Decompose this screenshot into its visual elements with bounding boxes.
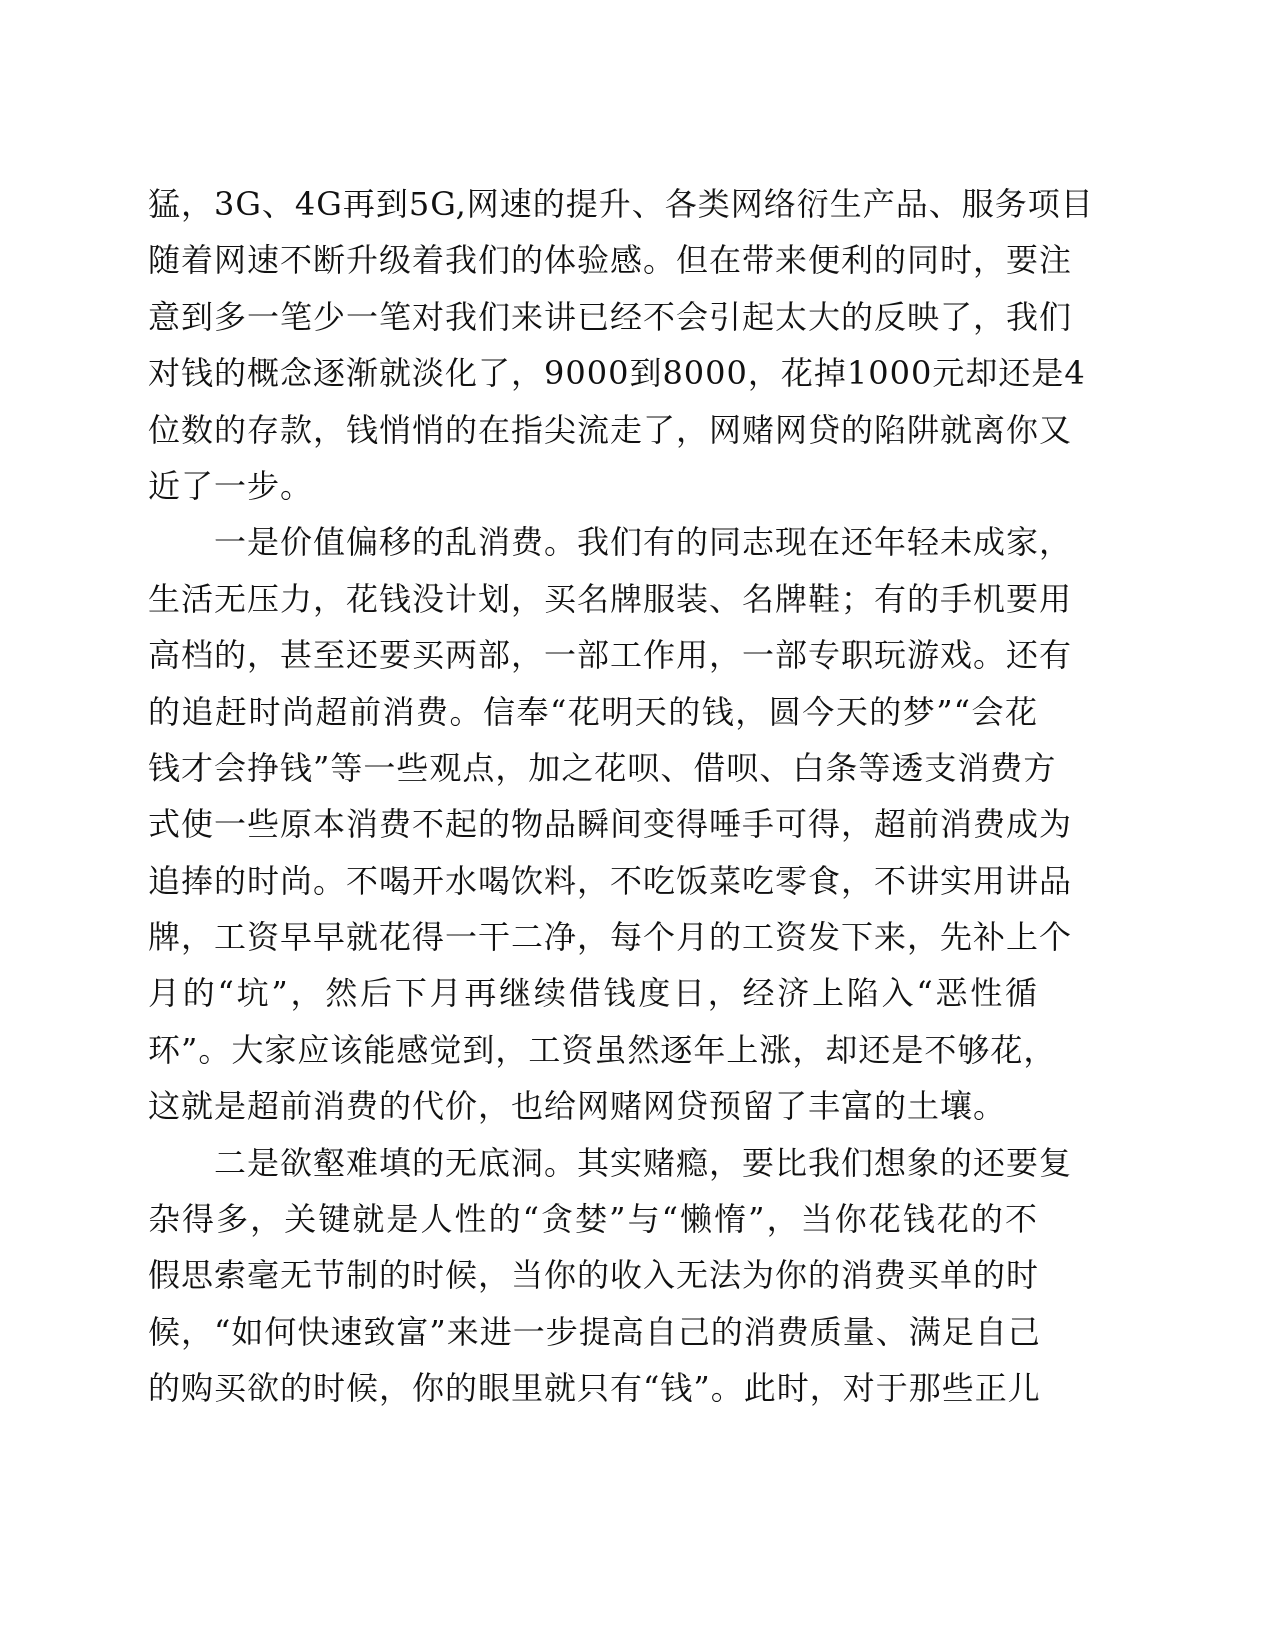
text-line: 追捧的时尚。不喝开水喝饮料，不吃饭菜吃零食，不讲实用讲品: [148, 861, 1073, 900]
text-line: 近了一步。: [148, 466, 314, 505]
text-line: 这就是超前消费的代价，也给网赌网贷预留了丰富的土壤。: [148, 1087, 1007, 1126]
text-line: 的追赶时尚超前消费。信奉“花明天的钱，圆今天的梦”“会花: [148, 692, 1038, 731]
text-line: 高档的，甚至还要买两部，一部工作用，一部专职玩游戏。还有: [148, 636, 1073, 675]
paragraph-start-line: 一是价值偏移的乱消费。我们有的同志现在还年轻未成家，: [214, 523, 1073, 562]
text-line: 位数的存款，钱悄悄的在指尖流走了，网赌网贷的陷阱就离你又: [148, 410, 1073, 449]
text-line: 意到多一笔少一笔对我们来讲已经不会引起太大的反映了，我们: [148, 297, 1073, 336]
text-line: 候，“如何快速致富”来进一步提高自己的消费质量、满足自己: [148, 1312, 1041, 1351]
text-line: 猛，3G、4G再到5G,网速的提升、各类网络衍生产品、服务项目: [148, 185, 1094, 223]
paragraph-start-line: 二是欲壑难填的无底洞。其实赌瘾，要比我们想象的还要复: [214, 1143, 1073, 1182]
text-line: 钱才会挣钱”等一些观点，加之花呗、借呗、白条等透支消费方: [148, 748, 1057, 787]
text-line: 对钱的概念逐渐就淡化了，9000到8000，花掉1000元却还是4: [148, 354, 1086, 393]
text-line: 的购买欲的时候，你的眼里就只有“钱”。此时，对于那些正儿: [148, 1369, 1041, 1408]
text-line: 生活无压力，花钱没计划，买名牌服装、名牌鞋；有的手机要用: [148, 579, 1073, 618]
body-text: [148, 176, 1094, 1417]
text-line: 假思索毫无节制的时候，当你的收入无法为你的消费买单的时: [148, 1256, 1040, 1295]
text-line: 牌，工资早早就花得一干二净，每个月的工资发下来，先补上个: [148, 918, 1073, 957]
text-line: 环”。大家应该能感觉到，工资虽然逐年上涨，却还是不够花，: [148, 1030, 1057, 1069]
text-line: 杂得多，关键就是人性的“贪婪”与“懒惰”，当你花钱花的不: [148, 1200, 1038, 1239]
text-line: 月的“坑”，然后下月再继续借钱度日，经济上陷入“恶性循: [148, 974, 1038, 1013]
text-line: 随着网速不断升级着我们的体验感。但在带来便利的同时，要注: [148, 241, 1073, 280]
text-line: 式使一些原本消费不起的物品瞬间变得唾手可得，超前消费成为: [148, 805, 1073, 844]
